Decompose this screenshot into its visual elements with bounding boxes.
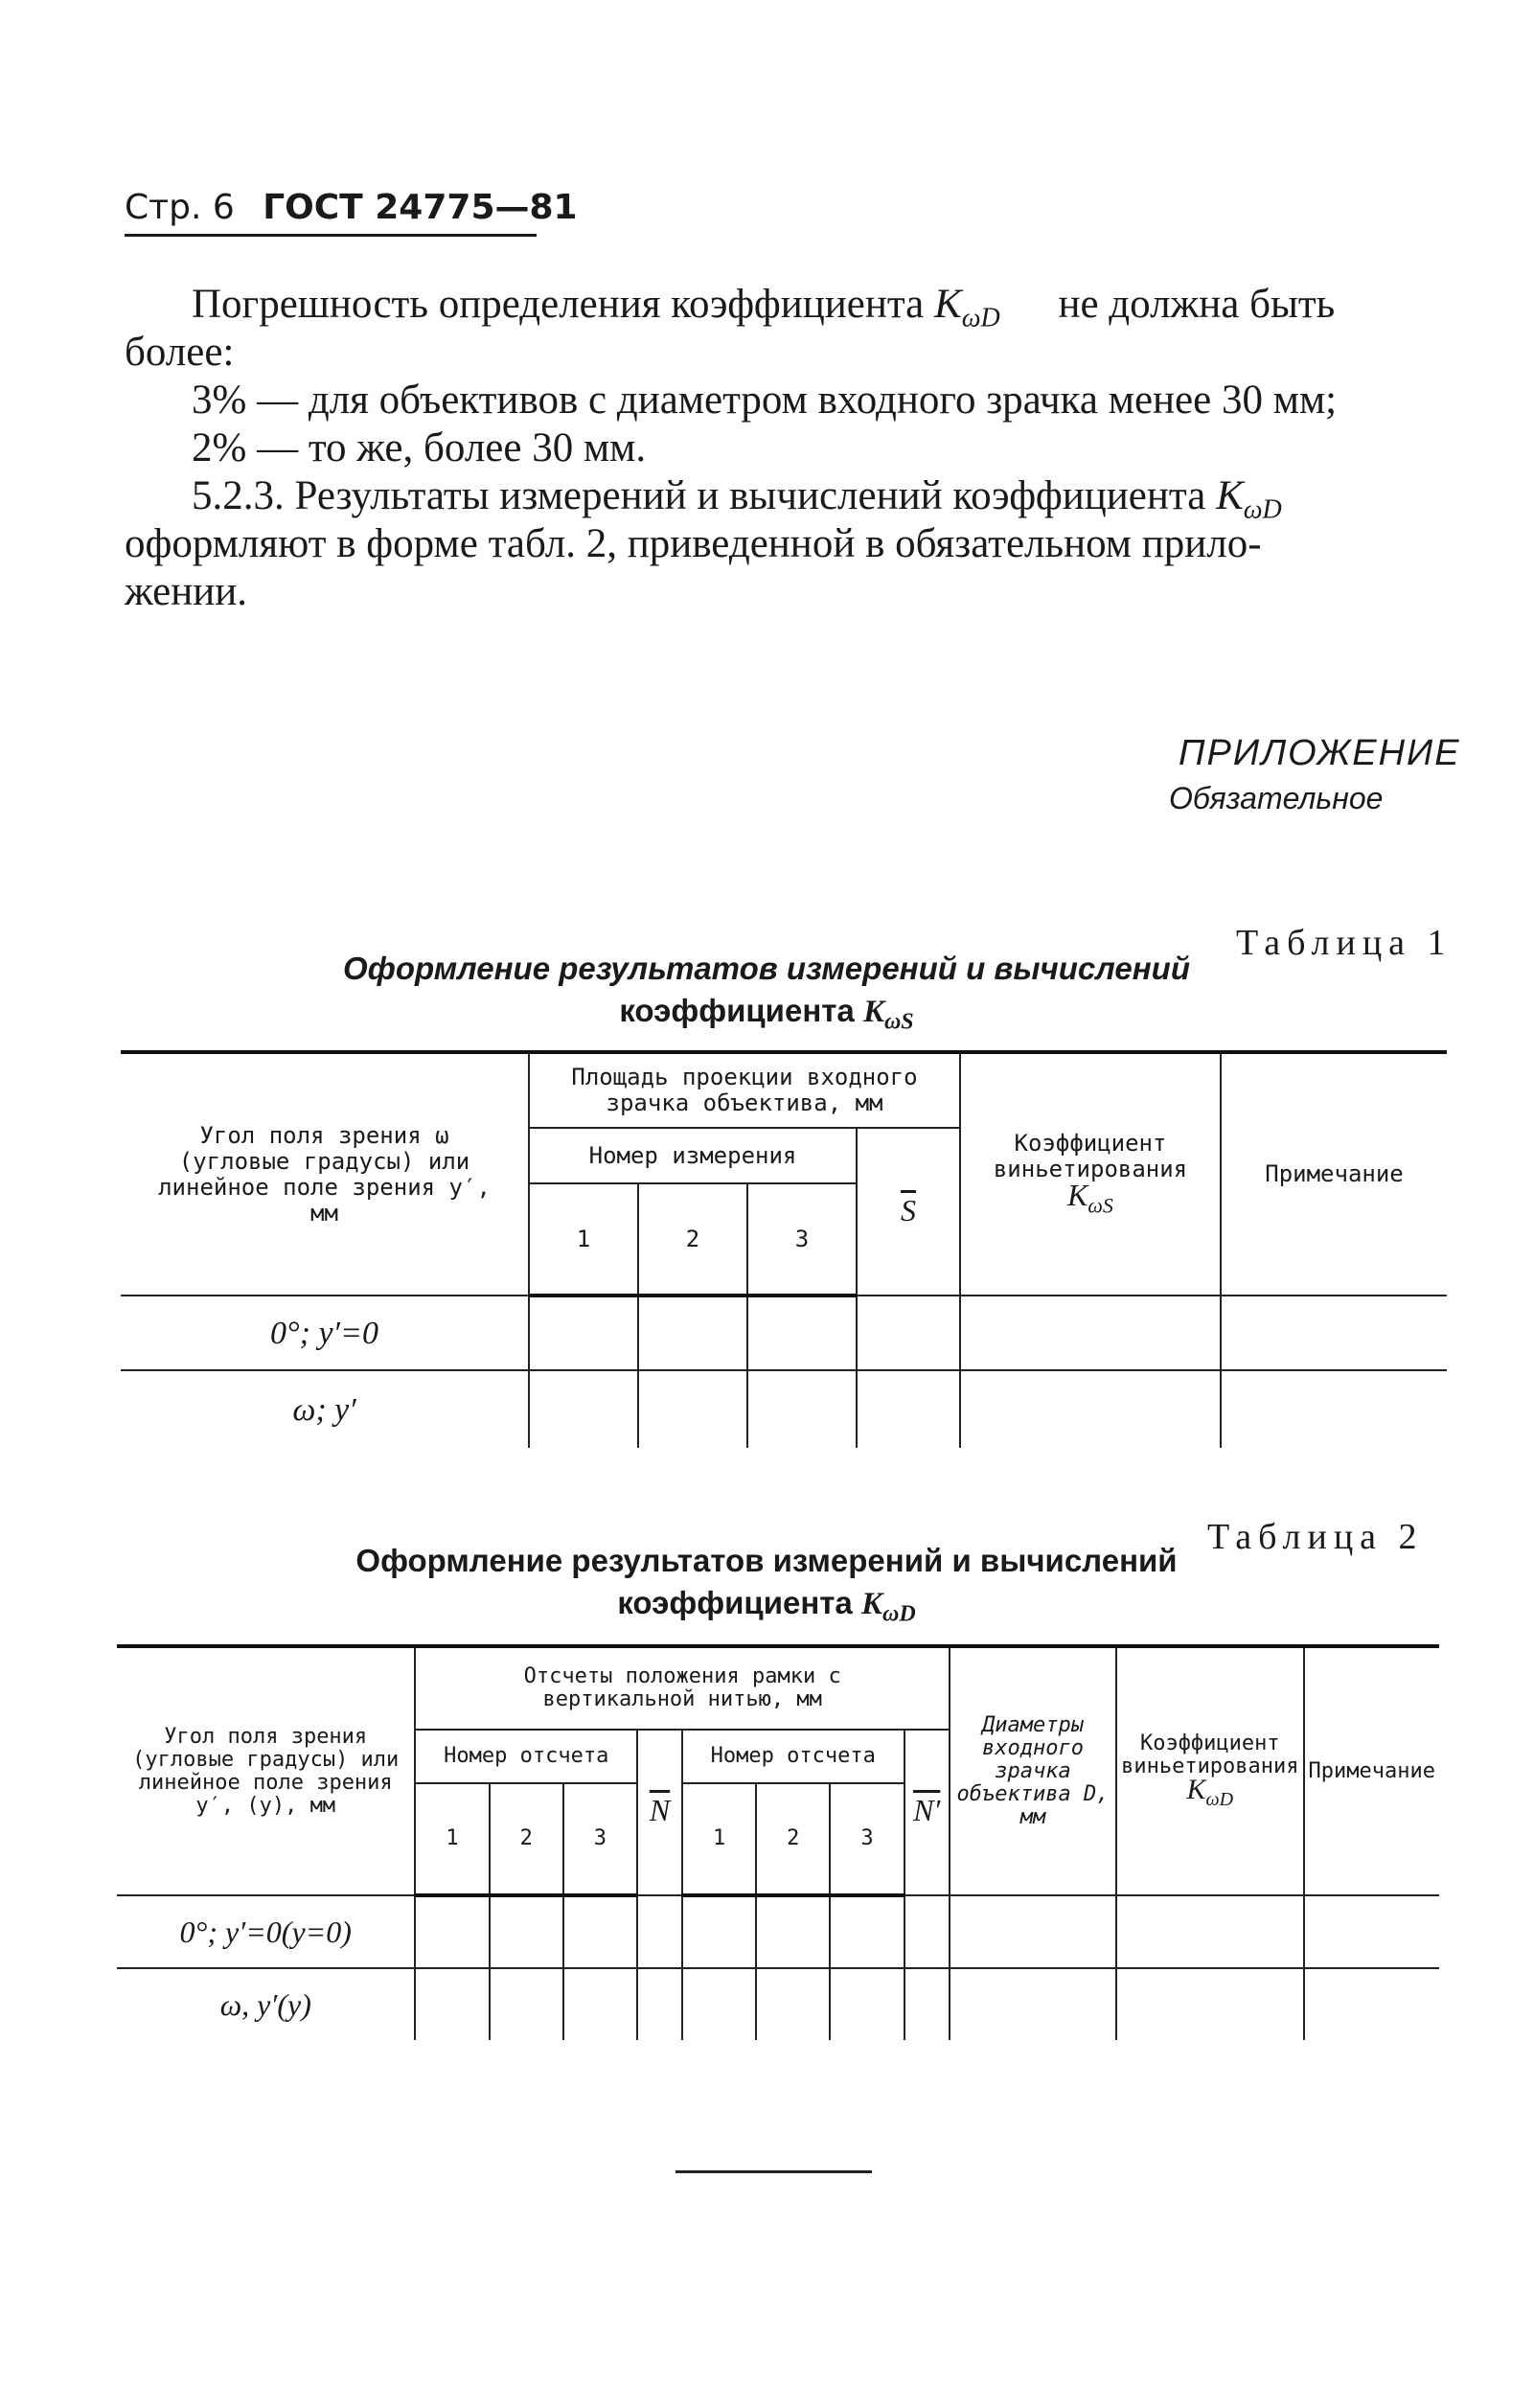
cell <box>638 1296 747 1370</box>
paragraph-text: не должна быть <box>1058 282 1336 327</box>
header-diam: Диаметры входного зрачка объектива D, мм <box>950 1646 1116 1895</box>
cell <box>950 1895 1116 1968</box>
cell <box>1221 1370 1447 1448</box>
cell <box>415 1895 489 1968</box>
header-num1: Номер отсчета <box>415 1730 637 1783</box>
page-header <box>125 188 578 227</box>
cell <box>904 1895 950 1968</box>
paragraph-text: Погрешность определения коэффициента <box>192 282 925 327</box>
paragraph-accuracy <box>192 280 1456 344</box>
cell <box>563 1968 637 2040</box>
header-coef: Коэффициент виньетирования $K_{\omega D}$ <box>1116 1646 1303 1895</box>
header-coef: Коэффициент виньетирования $K_{\omega S}$ <box>960 1052 1221 1296</box>
paragraph-line: оформляют в форме табл. 2, приведенной в обязательном прило- <box>125 521 1262 566</box>
cell <box>415 1968 489 2040</box>
cell <box>563 1895 637 1968</box>
cell <box>1304 1968 1439 2040</box>
end-rule <box>675 2170 872 2173</box>
table2-title-line1: Оформление результатов измерений и вычислений <box>355 1543 1178 1578</box>
cell <box>904 1968 950 2040</box>
num-2: 2 <box>756 1783 830 1895</box>
cell <box>490 1895 563 1968</box>
cell <box>490 1968 563 2040</box>
table1-label: Таблица 1 <box>1236 923 1453 963</box>
cell <box>857 1370 960 1448</box>
cell <box>1221 1296 1447 1370</box>
paragraph-line: 3% — для объективов с диаметром входного зрачка менее 30 мм; <box>192 378 1338 423</box>
coef-symbol: $K_{\omega D}$ <box>934 282 1000 333</box>
coef-symbol: $K_{\omega D}$ <box>1216 473 1282 525</box>
header-note: Примечание <box>1304 1646 1439 1895</box>
cell <box>960 1370 1221 1448</box>
page-number: Стр. 6 <box>125 188 235 227</box>
cell <box>529 1296 638 1370</box>
cell <box>1116 1895 1303 1968</box>
row-label: 0°; y′=0 <box>121 1296 529 1370</box>
paragraph-line: более: <box>125 330 235 375</box>
cell <box>637 1968 682 2040</box>
cell <box>830 1968 904 2040</box>
cell <box>529 1370 638 1448</box>
header-reads: Отсчеты положения рамки с вертикальной нитью, мм <box>415 1646 950 1730</box>
header-angle: Угол поля зрения ω (угловые градусы) или линейное поле зрения y′, мм <box>121 1052 529 1296</box>
header-area: Площадь проекции входного зрачка объектива, мм <box>529 1052 960 1128</box>
table1 <box>121 1050 1447 1448</box>
num-1: 1 <box>415 1783 489 1895</box>
cell <box>1304 1895 1439 1968</box>
standard-number: ГОСТ 24775—81 <box>263 188 578 227</box>
paragraph-line: жении. <box>125 569 248 614</box>
header-angle: Угол поля зрения (угловые градусы) или линейное поле зрения y′, (y), мм <box>117 1646 415 1895</box>
cell <box>950 1968 1116 2040</box>
table1-title-line2: коэффициента $K_{\omega S}$ <box>619 993 914 1035</box>
header-num: Номер измерения <box>529 1128 857 1183</box>
num-2: 2 <box>638 1183 747 1296</box>
cell <box>747 1296 857 1370</box>
header-num2: Номер отсчета <box>682 1730 904 1783</box>
appendix-title: ПРИЛОЖЕНИЕ <box>1179 733 1461 773</box>
cell <box>756 1968 830 2040</box>
cell <box>960 1296 1221 1370</box>
table1-title-line1: Оформление результатов измерений и вычислений <box>343 951 1190 986</box>
cell <box>1116 1968 1303 2040</box>
row-label: ω, y′(y) <box>117 1968 415 2040</box>
row-label: 0°; y′=0(y=0) <box>117 1895 415 1968</box>
num-3: 3 <box>830 1783 904 1895</box>
cell <box>637 1895 682 1968</box>
table2-title-line2: коэффициента $K_{\omega D}$ <box>617 1585 916 1627</box>
num-2: 2 <box>490 1783 563 1895</box>
cell <box>830 1895 904 1968</box>
num-3: 3 <box>563 1783 637 1895</box>
cell <box>756 1895 830 1968</box>
num-1: 1 <box>529 1183 638 1296</box>
header-note: Примечание <box>1221 1052 1447 1296</box>
appendix-subtitle: Обязательное <box>1169 781 1384 815</box>
paragraph-line: 2% — то же, более 30 мм. <box>192 425 647 470</box>
cell <box>682 1968 756 2040</box>
header-underline <box>125 234 537 237</box>
table2 <box>117 1644 1439 2040</box>
table2-label: Таблица 2 <box>1207 1517 1424 1557</box>
paragraph-text: 5.2.3. Результаты измерений и вычислений коэффициента <box>192 473 1206 518</box>
cell <box>857 1296 960 1370</box>
cell <box>747 1370 857 1448</box>
cell <box>682 1895 756 1968</box>
num-3: 3 <box>747 1183 857 1296</box>
row-label: ω; y′ <box>121 1370 529 1448</box>
cell <box>638 1370 747 1448</box>
header-mean: $\overline{S}$ <box>857 1128 960 1296</box>
header-mean1: $\overline{N}$ <box>637 1730 682 1895</box>
header-mean2: N′ <box>904 1730 950 1895</box>
num-1: 1 <box>682 1783 756 1895</box>
